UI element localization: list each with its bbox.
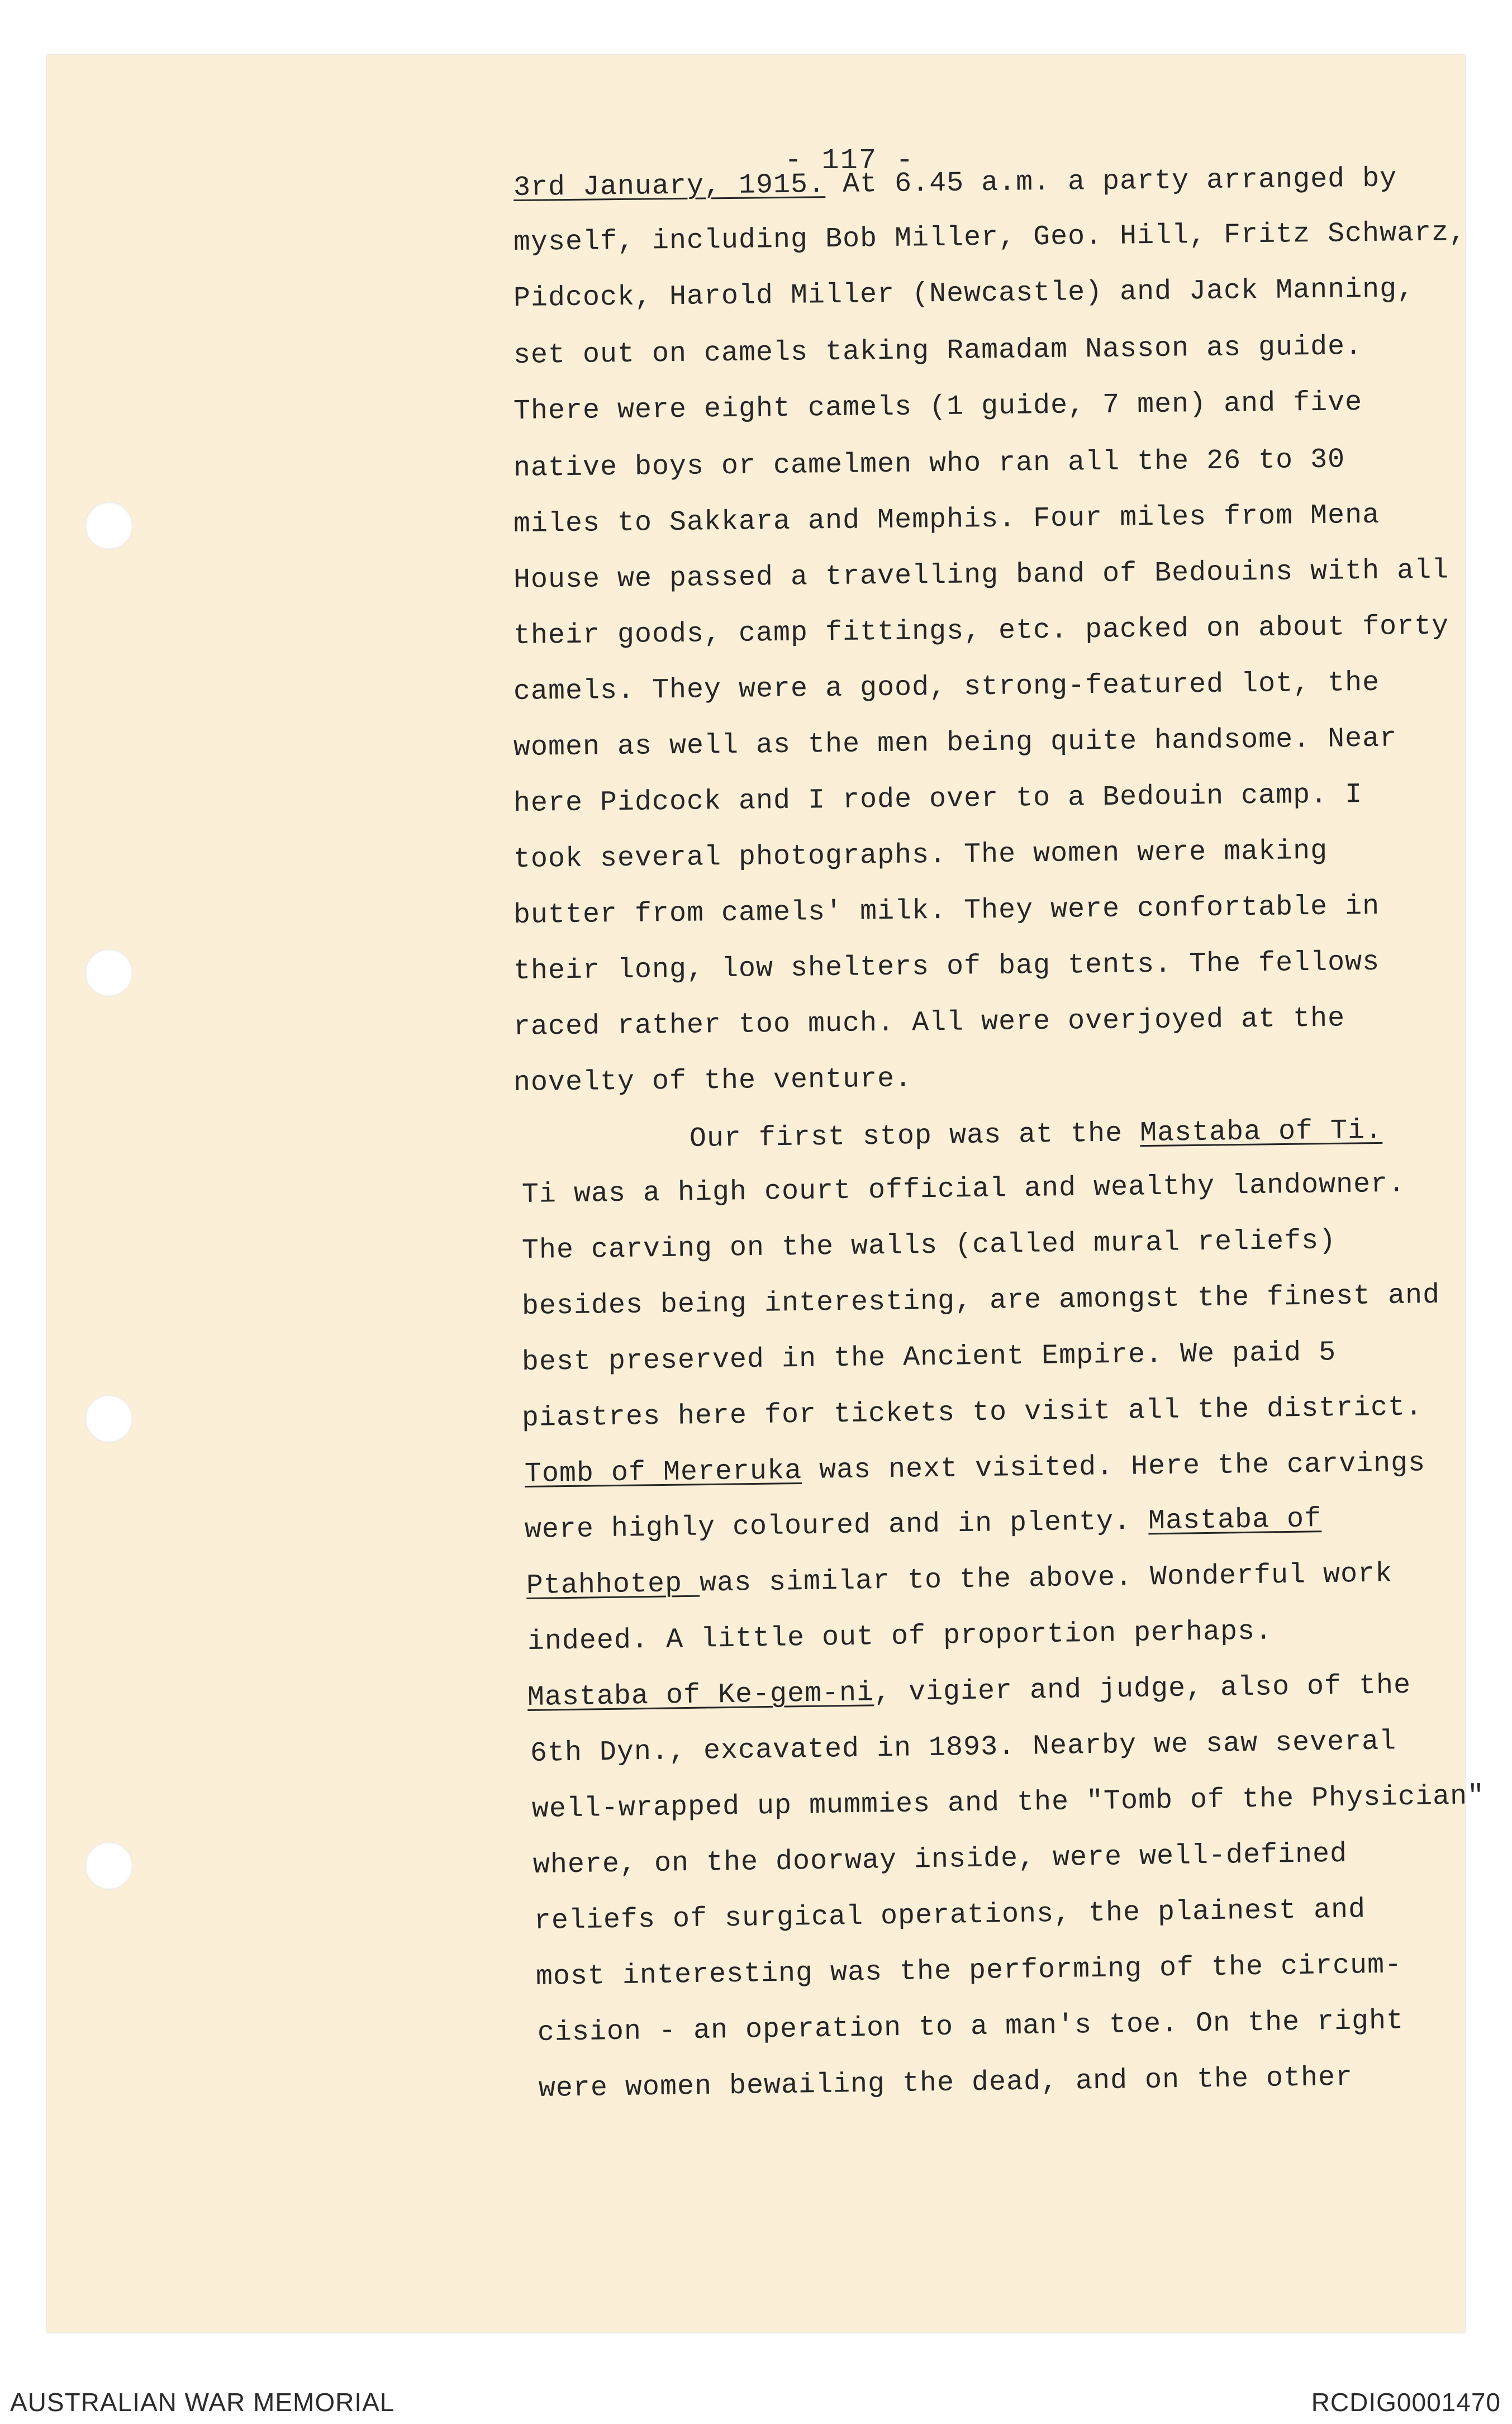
- text-span: 6th Dyn., excavated in 1893. Nearby we saw several: [530, 1726, 1397, 1770]
- text-line: [536, 1949, 1402, 1993]
- underlined-heading: Mastaba of: [1148, 1503, 1322, 1538]
- text-line: [539, 2062, 1353, 2105]
- text-span: their goods, camp fittings, etc. packed on about forty: [513, 610, 1449, 652]
- footer-record-id: RCDIG0001470: [1311, 2388, 1501, 2417]
- text-line: [513, 387, 1363, 427]
- text-line: [513, 1002, 1345, 1043]
- text-span: The carving on the walls (called mural reliefs): [521, 1225, 1337, 1267]
- text-span: raced rather too much. All were overjoyed at the: [513, 1002, 1345, 1043]
- text-line: [525, 1503, 1322, 1546]
- text-span: where, on the doorway inside, were well-defined: [532, 1838, 1348, 1881]
- text-line: [530, 1726, 1397, 1770]
- text-span: At 6.45 a.m. a party arranged by: [825, 163, 1397, 201]
- underlined-heading: Ptahhotep: [526, 1567, 700, 1602]
- underlined-heading: Mastaba of Ke-gem-ni: [527, 1677, 874, 1714]
- text-line: [522, 1225, 1337, 1267]
- text-span: Our first stop was at the: [689, 1118, 1140, 1155]
- text-span: indeed. A little out of proportion perhaps.: [527, 1615, 1273, 1658]
- text-span: camels. They were a good, strong-featured lot, the: [513, 667, 1380, 708]
- text-span: , vigier and judge, also of the: [873, 1669, 1411, 1709]
- underlined-heading: Tomb of Mereruka: [524, 1455, 802, 1490]
- text-span: were highly coloured and in plenty.: [524, 1505, 1149, 1546]
- typed-text-body: [47, 55, 1485, 2332]
- text-span: There were eight camels (1 guide, 7 men) and five: [513, 387, 1363, 427]
- text-line: [513, 947, 1380, 987]
- text-line: [513, 723, 1397, 764]
- text-span: myself, including Bob Miller, Geo. Hill, Fritz Schwarz,: [513, 217, 1467, 259]
- text-span: cision - an operation to a man's toe. On the right: [537, 2005, 1404, 2049]
- text-line: [513, 217, 1467, 259]
- text-span: took several photographs. The women were making: [513, 835, 1328, 876]
- text-span: butter from camels' milk. They were confortable in: [513, 890, 1380, 931]
- text-line: [513, 835, 1328, 876]
- text-span: best preserved in the Ancient Empire. We paid 5: [521, 1337, 1337, 1379]
- text-line: [522, 1280, 1440, 1323]
- text-line: [532, 1780, 1485, 1826]
- text-line: [513, 1063, 912, 1099]
- text-line: [522, 1391, 1423, 1434]
- text-span: native boys or camelmen who ran all the 26 to 30: [513, 444, 1345, 484]
- text-line: [526, 1558, 1393, 1602]
- text-span: women as well as the men being quite handsome. Near: [513, 723, 1397, 764]
- text-line: [525, 1447, 1426, 1490]
- text-line: [534, 1894, 1366, 1937]
- text-line: [513, 891, 1380, 931]
- text-span: Ti was a high court official and wealthy landowner.: [521, 1168, 1406, 1211]
- underlined-heading: Mastaba of Ti.: [1139, 1114, 1383, 1150]
- text-span: miles to Sakkara and Memphis. Four miles from Mena: [513, 499, 1380, 540]
- text-line: [538, 2005, 1404, 2049]
- text-span: Pidcock, Harold Miller (Newcastle) and Jack Manning,: [513, 273, 1415, 315]
- text-span: their long, low shelters of bag tents. The fellows: [513, 946, 1380, 987]
- text-span: here Pidcock and I rode over to a Bedouin camp. I: [513, 779, 1363, 820]
- text-line: [522, 1337, 1337, 1379]
- text-span: reliefs of surgical operations, the plainest and: [534, 1894, 1366, 1937]
- text-span: besides being interesting, are amongst the finest and: [521, 1279, 1440, 1323]
- document-page: [47, 55, 1485, 2332]
- text-line: [522, 1168, 1406, 1211]
- text-line: [513, 444, 1345, 484]
- text-line: [513, 610, 1449, 652]
- footer-institution: AUSTRALIAN WAR MEMORIAL: [10, 2388, 395, 2417]
- text-line: [533, 1838, 1348, 1881]
- text-span: was similar to the above. Wonderful work: [699, 1558, 1393, 1600]
- text-span: House we passed a travelling band of Bedouins with all: [513, 554, 1449, 596]
- text-line: [513, 667, 1380, 708]
- text-line: [513, 163, 1397, 204]
- text-line: [513, 331, 1363, 372]
- text-span: set out on camels taking Ramadam Nasson as guide.: [513, 331, 1363, 372]
- page-number: - 117 -: [784, 144, 915, 177]
- text-span: novelty of the venture.: [513, 1063, 912, 1099]
- text-line: [690, 1115, 1383, 1155]
- text-line: [513, 779, 1363, 820]
- underlined-heading: 3rd January, 1915.: [513, 169, 826, 204]
- text-span: was next visited. Here the carvings: [801, 1447, 1426, 1487]
- text-line: [527, 1615, 1273, 1658]
- text-line: [513, 273, 1415, 315]
- text-span: well-wrapped up mummies and the "Tomb of the Physician": [531, 1780, 1485, 1826]
- text-line: [527, 1670, 1411, 1714]
- text-span: most interesting was the performing of the circum-: [535, 1949, 1402, 1993]
- text-line: [513, 500, 1380, 540]
- text-line: [513, 554, 1449, 596]
- text-span: were women bewailing the dead, and on the other: [538, 2061, 1353, 2105]
- text-span: piastres here for tickets to visit all the district.: [521, 1391, 1423, 1434]
